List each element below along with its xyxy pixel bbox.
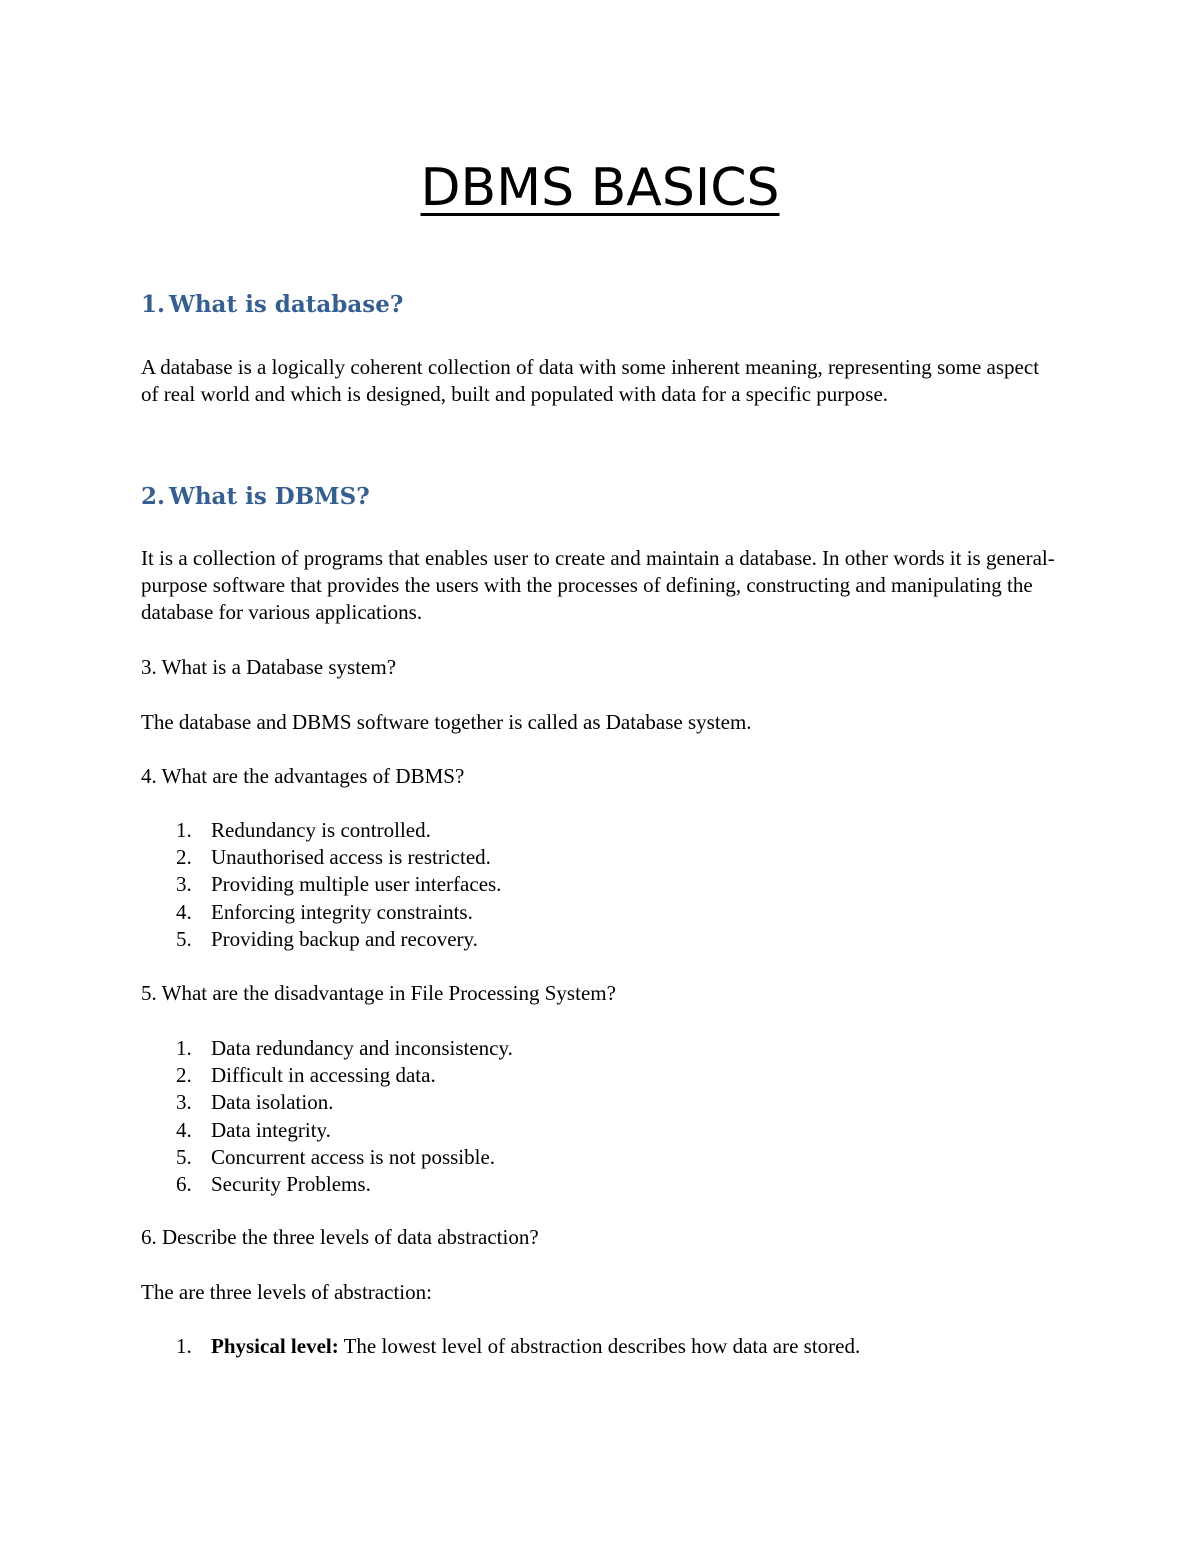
- list-item: [141, 1035, 513, 1062]
- list-item-number: 2.: [176, 845, 192, 870]
- list-item-text: Security Problems.: [211, 1172, 371, 1197]
- list-item-text: Enforcing integrity constraints.: [211, 899, 473, 924]
- list-item: [141, 1062, 513, 1089]
- list-item-number: 1.: [176, 1334, 192, 1358]
- list-item: [141, 871, 501, 898]
- list-item-number: 6.: [176, 1172, 192, 1197]
- list-item-number: 1.: [176, 1036, 192, 1060]
- list-item-text: The lowest level of abstraction describes how data are stored.: [338, 1334, 861, 1358]
- list-item: [141, 1089, 513, 1116]
- list-item-text: Data redundancy and inconsistency.: [211, 1036, 513, 1060]
- section-1-body: A database is a logically coherent collection of data with some inherent meaning, representing some aspect of real world and which is designed, built and populated with data for a specific purpose.: [141, 355, 1040, 406]
- list-item-number: 5.: [176, 926, 192, 951]
- list-item-number: 4.: [176, 899, 192, 924]
- list-item-text: Unauthorised access is restricted.: [211, 845, 491, 870]
- list-item: [141, 1144, 513, 1171]
- list-item-text: Providing backup and recovery.: [211, 926, 478, 951]
- list-item: [141, 817, 501, 844]
- list-item: [141, 844, 501, 871]
- question-6-intro: The are three levels of abstraction:: [141, 1280, 432, 1304]
- section-2-heading: [141, 482, 370, 512]
- list-item-number: 2.: [176, 1063, 192, 1088]
- section-2-number: 2.: [141, 483, 166, 510]
- document-title: [0, 148, 1200, 228]
- list-item-text: Difficult in accessing data.: [211, 1063, 436, 1088]
- question-5: 5. What are the disadvantage in File Processing System?: [141, 981, 616, 1005]
- list-item: [141, 899, 501, 926]
- abstraction-levels-list: [141, 1333, 860, 1360]
- list-item: [141, 1171, 513, 1198]
- list-item-text: Providing multiple user interfaces.: [211, 872, 502, 897]
- question-4: 4. What are the advantages of DBMS?: [141, 764, 465, 788]
- list-item-text: Data integrity.: [211, 1117, 331, 1142]
- advantages-list: [141, 817, 501, 953]
- section-1-heading: [141, 290, 403, 320]
- list-item-term: Physical level:: [211, 1334, 339, 1358]
- list-item-number: 5.: [176, 1144, 192, 1169]
- section-1-number: 1.: [141, 291, 166, 318]
- list-item-text: Redundancy is controlled.: [211, 818, 431, 842]
- question-6: 6. Describe the three levels of data abstraction?: [141, 1225, 539, 1249]
- disadvantages-list: [141, 1035, 513, 1198]
- list-item-text: Data isolation.: [211, 1090, 334, 1115]
- list-item-text: Concurrent access is not possible.: [211, 1144, 496, 1169]
- question-3: 3. What is a Database system?: [141, 655, 397, 679]
- list-item: [141, 1333, 860, 1360]
- list-item: [141, 1117, 513, 1144]
- section-2-heading-text: What is DBMS?: [169, 483, 370, 510]
- list-item: [141, 926, 501, 953]
- answer-3: The database and DBMS software together is called as Database system.: [141, 710, 752, 734]
- list-item-number: 4.: [176, 1117, 192, 1142]
- list-item-number: 1.: [176, 818, 192, 842]
- list-item-number: 3.: [176, 872, 192, 897]
- document-title-text: DBMS BASICS: [420, 158, 780, 218]
- section-2-body: It is a collection of programs that enables user to create and maintain a database. In other words it is general-purpose software that provides the users with the processes of defining, constructing and manipulating the database for various applications.: [141, 546, 1055, 624]
- list-item-number: 3.: [176, 1090, 192, 1115]
- section-1-heading-text: What is database?: [169, 291, 404, 318]
